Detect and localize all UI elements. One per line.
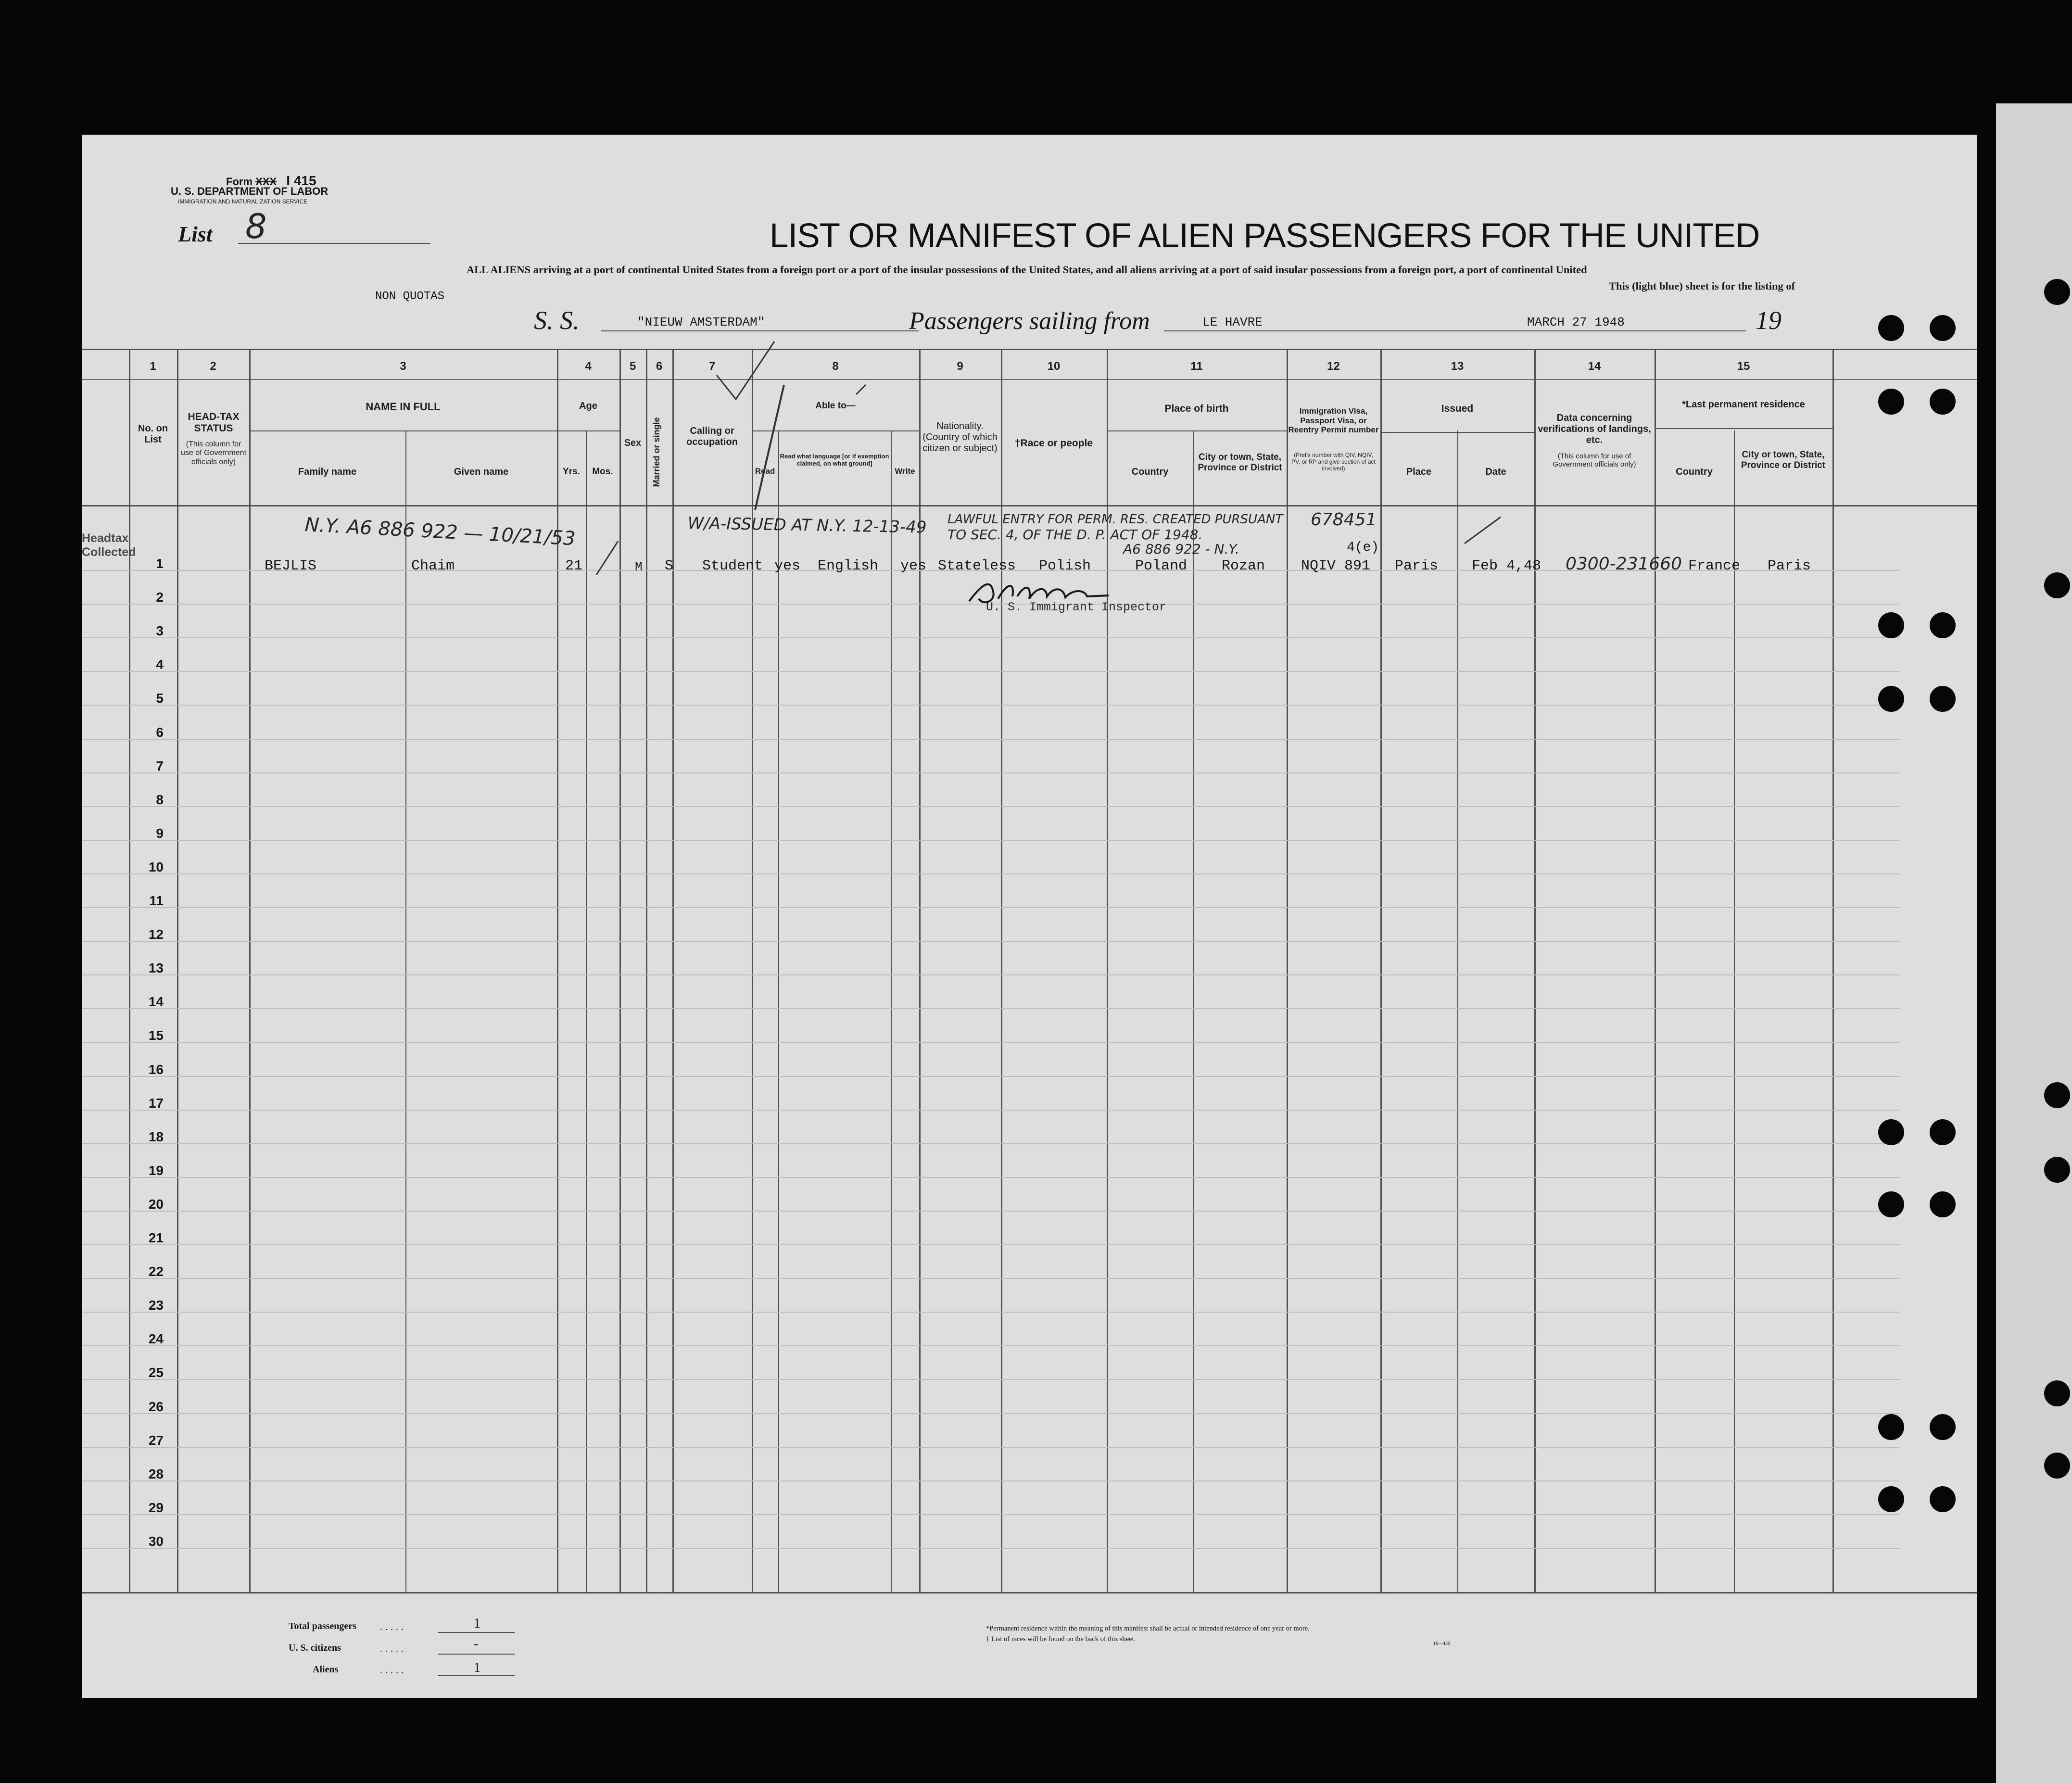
row-number: 29 — [148, 1500, 164, 1515]
aliens-label: Aliens — [313, 1664, 339, 1675]
form-id: I 415 — [286, 173, 316, 188]
binder-hole — [2044, 1082, 2070, 1108]
binder-hole — [1930, 389, 1956, 415]
column-rule — [177, 349, 178, 1592]
row-number: 10 — [148, 859, 164, 874]
header-birth-city: City or town, State, Province or District — [1198, 452, 1282, 473]
head-tax-stamp-line-2: Collected — [82, 545, 136, 559]
column-rule — [1832, 349, 1834, 1592]
binder-hole — [1930, 1119, 1956, 1145]
header-age-yrs: Yrs. — [563, 467, 580, 477]
header-calling: Calling or occupation — [686, 426, 738, 447]
column-rule — [1193, 430, 1194, 1592]
row-number: 26 — [148, 1399, 164, 1414]
header-place-of-birth: Place of birth — [1164, 403, 1229, 414]
row-rule — [82, 1312, 1900, 1313]
col-number-4: 4 — [585, 360, 592, 373]
family-name-cell: BEJLIS — [265, 558, 317, 574]
row-rule — [82, 1514, 1900, 1515]
header-race: †Race or people — [1014, 438, 1093, 449]
binder-hole — [2044, 1157, 2070, 1183]
header-age-mos: Mos. — [592, 467, 613, 477]
col-number-3: 3 — [400, 360, 406, 373]
given-name-cell: Chaim — [411, 558, 455, 574]
header-issued-place: Place — [1406, 467, 1432, 477]
ship-name: "NIEUW AMSTERDAM" — [637, 315, 765, 329]
row-rule — [82, 1447, 1900, 1448]
subtitle-line-2: This (light blue) sheet is for the listing of — [1609, 280, 1795, 292]
row-number: 5 — [156, 691, 164, 706]
column-rule — [1534, 349, 1536, 1592]
age-years-cell: 21 — [565, 558, 583, 574]
header-issued-date: Date — [1485, 467, 1506, 477]
lawful-entry-line-3: A6 886 922 - N.Y. — [1123, 541, 1239, 557]
row-rule — [82, 1345, 1900, 1346]
birth-country-cell: Poland — [1135, 558, 1188, 574]
quota-note: NON QUOTAS — [375, 290, 445, 303]
col-number-13: 13 — [1451, 360, 1464, 373]
row-number: 19 — [148, 1163, 164, 1178]
col-number-8: 8 — [832, 360, 839, 373]
race-footnote: † List of races will be found on the back of this sheet. — [986, 1635, 1136, 1643]
binder-hole — [1878, 315, 1904, 341]
col-number-11: 11 — [1190, 360, 1203, 373]
subtitle-line-1: ALL ALIENS arriving at a port of continental United States from a foreign port or a port of the insular possessions of the United States, and all aliens arriving at a port of said insular possessions from a foreign port, a port of continental United — [467, 264, 1587, 276]
row-rule — [82, 739, 1900, 740]
col-number-5: 5 — [629, 360, 636, 373]
column-rule — [619, 349, 621, 1592]
row-rule — [82, 1177, 1900, 1178]
row-number: 17 — [148, 1095, 164, 1111]
row-rule — [82, 806, 1900, 807]
row-number: 22 — [148, 1264, 164, 1279]
binder-hole — [1878, 1191, 1904, 1217]
header-birth-country: Country — [1131, 467, 1169, 477]
issued-place-cell: Paris — [1395, 558, 1439, 574]
row-number: 16 — [148, 1062, 164, 1077]
header-no-on-list: No. on List — [138, 423, 168, 445]
column-rule — [778, 430, 779, 1592]
row-rule — [82, 705, 1900, 706]
header-head-tax-note: (This column for use of Government officials only) — [180, 440, 247, 466]
verification-cell: 0300-231660 — [1566, 554, 1682, 574]
header-verifications: Data concerning verifications of landings, etc. — [1538, 413, 1651, 445]
dot-leader-2: ..... — [380, 1644, 406, 1654]
row-number: 27 — [148, 1432, 164, 1448]
ss-label: S. S. — [534, 306, 580, 335]
row-rule — [82, 1379, 1900, 1380]
header-head-tax: HEAD-TAX STATUS — [188, 411, 240, 434]
row-rule — [82, 907, 1900, 908]
row-rule — [82, 1480, 1900, 1481]
column-rule — [646, 349, 647, 1592]
row-rule — [82, 974, 1900, 975]
dot-leader-3: ..... — [380, 1665, 406, 1676]
header-write: Write — [895, 467, 915, 476]
language-cell: English — [818, 558, 879, 574]
column-rule — [1287, 349, 1288, 1592]
row-number: 9 — [156, 825, 164, 841]
binder-hole — [2044, 1453, 2070, 1479]
manifest-sheet — [82, 135, 1977, 1698]
header-able-to: Able to— — [815, 401, 856, 411]
form-struck: XXX — [255, 176, 277, 188]
row-number: 28 — [148, 1466, 164, 1481]
row-rule — [82, 873, 1900, 874]
inspector-label: U. S. Immigrant Inspector — [986, 600, 1167, 614]
header-visa-note: (Prefix number with QIV, NQIV, PV, or RP and give section of act involved) — [1291, 452, 1376, 472]
row-rule — [82, 1042, 1900, 1043]
row-rule — [82, 1143, 1900, 1144]
list-number: 8 — [245, 207, 267, 246]
column-rule — [1734, 430, 1735, 1592]
header-married: Married or single — [652, 417, 661, 487]
residence-footnote: *Permanent residence within the meaning of this manifest shall be actual or intended residence of one year or more. — [986, 1625, 1310, 1632]
header-family-name: Family name — [298, 467, 357, 477]
col-number-9: 9 — [957, 360, 963, 373]
married-cell: S — [665, 558, 674, 574]
row-number: 24 — [148, 1331, 164, 1347]
column-rule — [1655, 349, 1656, 1592]
column-rule — [891, 430, 892, 1592]
departure-port: LE HAVRE — [1202, 315, 1263, 329]
col-number-1: 1 — [150, 360, 156, 373]
col-number-7: 7 — [708, 360, 716, 373]
lawful-entry-line-1: LAWFUL ENTRY FOR PERM. RES. CREATED PURSUANT — [948, 512, 1283, 527]
nationality-cell: Stateless — [938, 558, 1016, 574]
binder-hole — [1930, 1191, 1956, 1217]
occupation-cell: Student — [702, 558, 763, 574]
row-number: 30 — [148, 1533, 164, 1549]
entry-check-mark — [1462, 515, 1505, 548]
row-rule — [82, 840, 1900, 841]
form-prefix: Form — [226, 176, 253, 188]
binder-hole — [1878, 1119, 1904, 1145]
row-rule — [82, 671, 1900, 672]
row-number: 1 — [156, 556, 164, 571]
col-number-10: 10 — [1047, 360, 1061, 373]
read-cell: yes — [774, 558, 801, 574]
residence-city-cell: Paris — [1768, 558, 1811, 574]
row-rule — [82, 1076, 1900, 1077]
alien-number-annotation: N.Y. A6 886 922 — 10/21/53 — [304, 514, 576, 550]
file-number-annotation: 678451 — [1311, 510, 1377, 530]
binder-hole — [2044, 279, 2070, 305]
header-issued: Issued — [1441, 403, 1474, 414]
dot-leader-1: ..... — [380, 1622, 406, 1632]
row-rule — [82, 1413, 1900, 1414]
header-visa: Immigration Visa, Passport Visa, or Reentry Permit number — [1288, 406, 1379, 435]
row-rule — [82, 637, 1900, 638]
department-label: U. S. DEPARTMENT OF LABOR — [171, 185, 328, 197]
head-tax-stamp — [82, 531, 136, 559]
aliens-value: 1 — [474, 1660, 480, 1675]
binder-hole — [1878, 686, 1904, 712]
header-read-language: Read what language [or if exemption claimed, on what ground] — [780, 453, 889, 467]
service-label: IMMIGRATION AND NATURALIZATION SERVICE — [178, 198, 308, 205]
header-sex: Sex — [624, 438, 642, 448]
sex-cell: M — [635, 560, 643, 574]
write-cell: yes — [900, 558, 927, 574]
total-passengers-label: Total passengers — [289, 1621, 356, 1631]
col-number-12: 12 — [1327, 360, 1340, 373]
row-rule — [82, 1548, 1900, 1549]
binder-hole — [1930, 1486, 1956, 1512]
header-given-name: Given name — [454, 467, 509, 477]
birth-city-cell: Rozan — [1222, 558, 1265, 574]
column-rule — [1380, 349, 1382, 1592]
total-passengers-value: 1 — [474, 1616, 480, 1631]
row-number: 21 — [148, 1230, 164, 1245]
binder-hole — [1930, 612, 1956, 638]
row-rule — [82, 1110, 1900, 1111]
binder-hole — [2044, 1380, 2070, 1406]
binder-hole — [1930, 315, 1956, 341]
row-rule — [82, 1244, 1900, 1245]
row-number: 6 — [156, 724, 164, 740]
col-number-2: 2 — [210, 360, 216, 373]
column-rule — [405, 430, 406, 1592]
row-rule — [82, 1008, 1900, 1009]
head-tax-stamp-line-1: Headtax — [82, 531, 129, 545]
lawful-entry-line-2: TO SEC. 4, OF THE D. P. ACT OF 1948. — [948, 527, 1203, 543]
manifest-title: LIST OR MANIFEST OF ALIEN PASSENGERS FOR THE UNITED — [770, 217, 1760, 255]
row-number: 14 — [148, 994, 164, 1010]
print-code: 16—430 — [1433, 1641, 1450, 1646]
age-dash-mark — [592, 539, 625, 577]
header-name-in-full: NAME IN FULL — [366, 401, 441, 413]
binder-hole — [1878, 1486, 1904, 1512]
col-number-14: 14 — [1588, 360, 1601, 373]
visa-section-cell: 4(e) — [1347, 540, 1379, 555]
header-age: Age — [579, 401, 597, 411]
binder-hole — [2044, 572, 2070, 598]
col-number-15: 15 — [1737, 360, 1750, 373]
row-number: 23 — [148, 1298, 164, 1313]
row-number: 7 — [156, 758, 164, 773]
header-nationality: Nationality. (Country of which citizen or subject) — [922, 421, 998, 454]
row-number: 13 — [148, 961, 164, 976]
binder-hole — [1878, 612, 1904, 638]
sailing-label: Passengers sailing from — [909, 307, 1150, 335]
visa-cell: NQIV 891 — [1301, 558, 1371, 574]
row-number: 4 — [156, 657, 164, 672]
sailing-date: MARCH 27 1948 — [1527, 315, 1625, 329]
row-number: 18 — [148, 1129, 164, 1144]
header-read: Read — [755, 467, 775, 476]
col-number-6: 6 — [656, 360, 663, 373]
row-number: 8 — [156, 792, 164, 807]
adjacent-sheet-edge — [1996, 103, 2072, 1783]
header-residence: *Last permanent residence — [1682, 399, 1805, 410]
binder-hole — [1930, 686, 1956, 712]
year-label: 19 — [1756, 306, 1781, 335]
binder-hole — [1878, 1414, 1904, 1440]
row-number: 2 — [156, 590, 164, 605]
header-verifications-note: (This column for use of Government officials only) — [1553, 452, 1636, 469]
row-rule — [82, 1211, 1900, 1212]
race-cell: Polish — [1039, 558, 1091, 574]
binder-hole — [1930, 1414, 1956, 1440]
column-rule — [586, 430, 587, 1592]
row-number: 25 — [148, 1365, 164, 1380]
residence-country-cell: France — [1688, 558, 1741, 574]
column-rule — [249, 349, 251, 1592]
column-rule — [752, 349, 753, 1592]
row-number: 11 — [149, 893, 164, 908]
row-rule — [82, 772, 1900, 773]
issued-date-cell: Feb 4,48 — [1472, 558, 1541, 574]
wa-issued-annotation: W/A-ISSUED AT N.Y. 12-13-49 — [687, 514, 927, 537]
row-number: 15 — [148, 1028, 164, 1043]
binder-hole — [1878, 389, 1904, 415]
column-rule — [672, 349, 674, 1592]
row-rule — [82, 1278, 1900, 1279]
header-residence-city: City or town, State, Province or District — [1741, 450, 1826, 470]
us-citizens-label: U. S. citizens — [289, 1643, 341, 1653]
header-residence-country: Country — [1676, 467, 1713, 477]
inspector-signature — [964, 572, 1118, 611]
row-number: 3 — [156, 623, 164, 639]
row-number: 20 — [148, 1196, 164, 1212]
check-marks — [707, 327, 996, 529]
list-label: List — [178, 222, 213, 246]
row-number: 12 — [148, 927, 164, 942]
column-rule — [1457, 430, 1458, 1592]
us-citizens-value: - — [474, 1636, 479, 1651]
row-rule — [82, 941, 1900, 942]
